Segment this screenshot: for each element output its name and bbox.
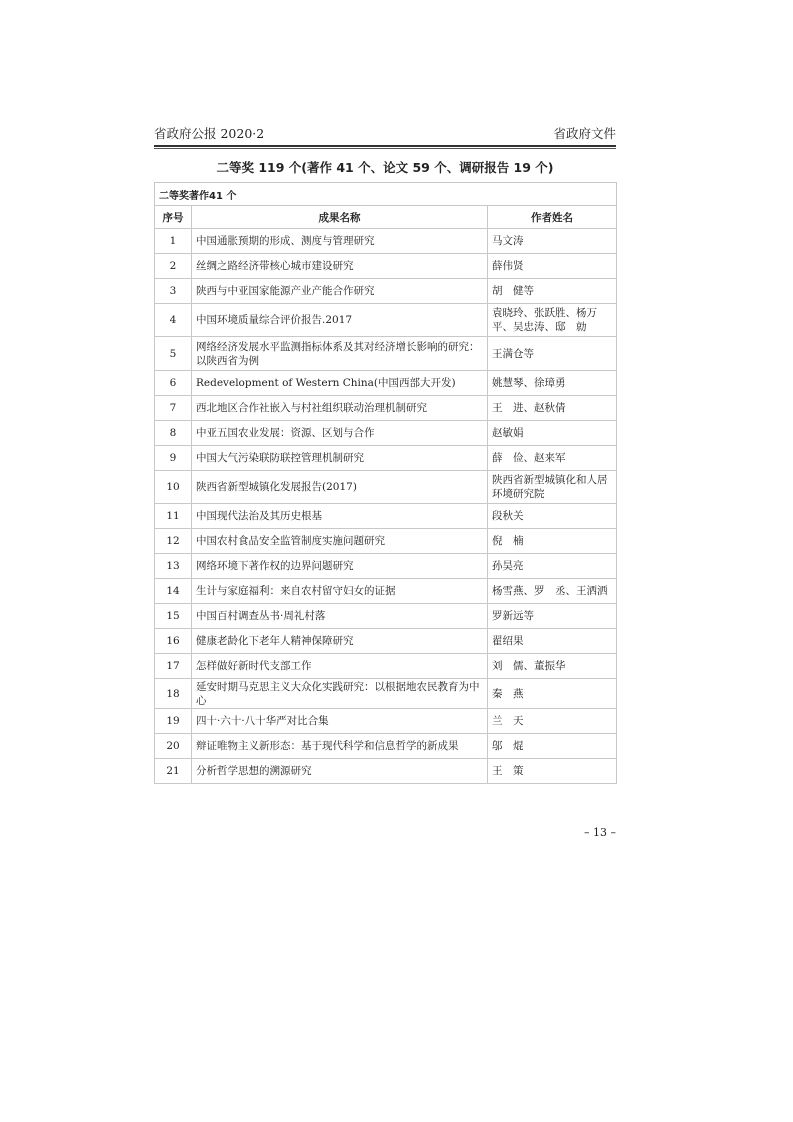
table-row [155,254,617,279]
row-number: 12 [155,529,192,554]
row-author: 段秋关 [488,504,617,529]
row-author: 杨雪燕、罗 丞、王洒洒 [488,579,617,604]
table-row [155,421,617,446]
row-title: 网络环境下著作权的边界问题研究 [192,554,488,579]
section-row [155,183,617,206]
row-author: 翟绍果 [488,629,617,654]
table-row [155,446,617,471]
row-title: 延安时期马克思主义大众化实践研究：以根据地农民教育为中心 [192,679,488,709]
table-body [155,229,617,784]
row-author: 袁晓玲、张跃胜、杨万平、吴忠涛、邸 勍 [488,304,617,337]
row-title: 中国环境质量综合评价报告.2017 [192,304,488,337]
row-author: 兰 天 [488,709,617,734]
row-number: 1 [155,229,192,254]
table-row [155,734,617,759]
row-author: 王 进、赵秋倩 [488,396,617,421]
row-number: 3 [155,279,192,304]
row-title: 丝绸之路经济带核心城市建设研究 [192,254,488,279]
column-header-author: 作者姓名 [488,206,617,229]
row-number: 9 [155,446,192,471]
row-title: Redevelopment of Western China(中国西部大开发) [192,371,488,396]
row-title: 中国通胀预期的形成、测度与管理研究 [192,229,488,254]
row-number: 19 [155,709,192,734]
table-row [155,279,617,304]
row-author: 孙昊亮 [488,554,617,579]
row-number: 14 [155,579,192,604]
table-row [155,629,617,654]
row-title: 中国大气污染联防联控管理机制研究 [192,446,488,471]
row-title: 四十·六十·八十华严对比合集 [192,709,488,734]
table-row [155,579,617,604]
awards-table [154,182,617,784]
row-title: 中国现代法治及其历史根基 [192,504,488,529]
row-number: 17 [155,654,192,679]
table-row [155,304,617,337]
row-number: 11 [155,504,192,529]
row-author: 王 策 [488,759,617,784]
column-header-title: 成果名称 [192,206,488,229]
row-author: 胡 健等 [488,279,617,304]
row-author: 倪 楠 [488,529,617,554]
table-row [155,471,617,504]
row-author: 马文涛 [488,229,617,254]
header-rule-thin [154,148,616,149]
row-author: 秦 燕 [488,679,617,709]
row-title: 中国农村食品安全监管制度实施问题研究 [192,529,488,554]
row-title: 西北地区合作社嵌入与村社组织联动治理机制研究 [192,396,488,421]
row-author: 姚慧琴、徐璋勇 [488,371,617,396]
row-author: 薛 俭、赵来军 [488,446,617,471]
row-number: 18 [155,679,192,709]
row-author: 薛伟贤 [488,254,617,279]
row-author: 邬 焜 [488,734,617,759]
page-header [154,124,616,144]
row-title: 分析哲学思想的溯源研究 [192,759,488,784]
row-author: 罗新远等 [488,604,617,629]
row-author: 刘 儒、董振华 [488,654,617,679]
row-number: 5 [155,337,192,371]
table-row [155,709,617,734]
page-number: – 13 – [584,826,616,839]
row-title: 辩证唯物主义新形态：基于现代科学和信息哲学的新成果 [192,734,488,759]
row-title: 健康老龄化下老年人精神保障研究 [192,629,488,654]
row-number: 21 [155,759,192,784]
table-row [155,371,617,396]
row-number: 13 [155,554,192,579]
row-title: 陕西省新型城镇化发展报告(2017) [192,471,488,504]
table-row [155,604,617,629]
table-row [155,229,617,254]
row-number: 16 [155,629,192,654]
row-number: 4 [155,304,192,337]
table-row [155,759,617,784]
row-title: 生计与家庭福利：来自农村留守妇女的证据 [192,579,488,604]
row-title: 中国百村调查丛书·周礼村落 [192,604,488,629]
row-number: 2 [155,254,192,279]
table-row [155,654,617,679]
row-title: 中亚五国农业发展：资源、区划与合作 [192,421,488,446]
header-rule-thick [154,145,616,147]
row-number: 20 [155,734,192,759]
column-header-number: 序号 [155,206,192,229]
table-row [155,554,617,579]
row-number: 8 [155,421,192,446]
row-number: 7 [155,396,192,421]
section-name: 省政府文件 [553,126,616,141]
table-row [155,529,617,554]
table-row [155,396,617,421]
row-number: 6 [155,371,192,396]
table-header-row [155,206,617,229]
section-label: 二等奖著作41 个 [155,183,617,206]
gazette-issue: 省政府公报 2020·2 [154,126,265,141]
row-number: 10 [155,471,192,504]
row-title: 网络经济发展水平监测指标体系及其对经济增长影响的研究：以陕西省为例 [192,337,488,371]
row-author: 陕西省新型城镇化和人居环境研究院 [488,471,617,504]
row-title: 陕西与中亚国家能源产业产能合作研究 [192,279,488,304]
table-row [155,504,617,529]
row-title: 怎样做好新时代支部工作 [192,654,488,679]
row-author: 王满仓等 [488,337,617,371]
table-row [155,679,617,709]
row-number: 15 [155,604,192,629]
page-title: 二等奖 119 个(著作 41 个、论文 59 个、调研报告 19 个) [216,160,554,175]
row-author: 赵敏娟 [488,421,617,446]
table-row [155,337,617,371]
